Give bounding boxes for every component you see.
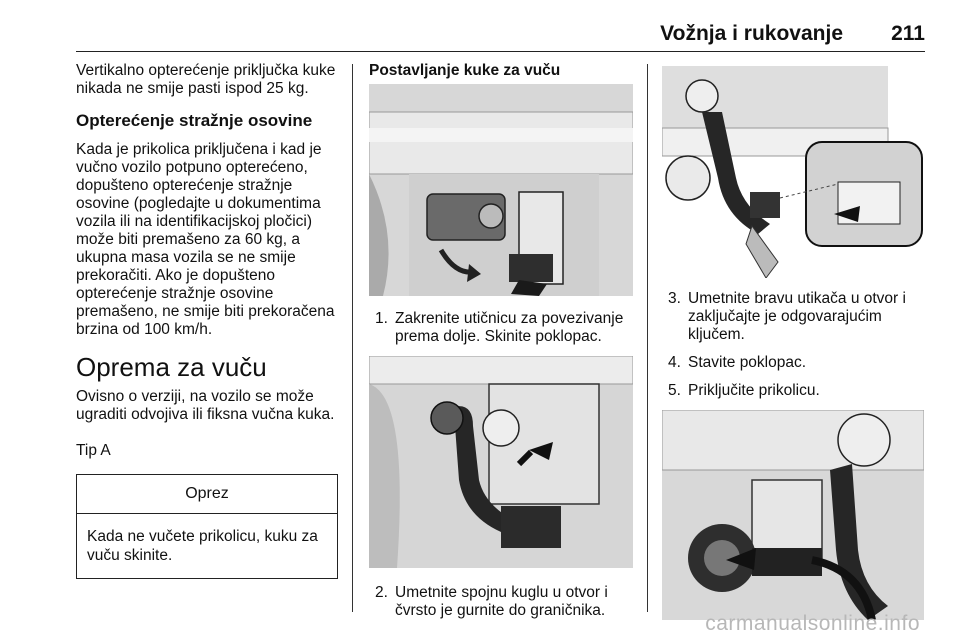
figure-connect-trailer-illustration <box>662 410 924 620</box>
axle-paragraph: Kada je prikolica priključena i kad je vučno vozilo potpuno opterećeno, dopušteno opterećenje stražnje osovine (pogledajte u dokumentima vozila ili na identifikacijskoj pločici) može biti premašeno za 60 kg, a ukupna masa vozila se ne smije prekoračiti. Ako je dopušteno opterećenje stražnje osovine premašeno, ne smije biti prekoračena brzina od 100 km/h. <box>76 141 335 338</box>
page-number: 211 <box>891 22 925 45</box>
watermark: carmanualsonline.info <box>705 612 920 635</box>
step-number: 1. <box>375 310 388 327</box>
step-text: Priključite prikolicu. <box>688 382 820 399</box>
step-text: Zakrenite utičnicu za povezivanje prema dolje. Skinite poklopac. <box>395 310 624 345</box>
step-number: 5. <box>668 382 681 399</box>
page-header <box>76 0 925 52</box>
step-number: 3. <box>668 290 681 307</box>
step-item <box>662 354 926 372</box>
step-item <box>369 584 635 620</box>
step-text: Stavite poklopac. <box>688 354 807 371</box>
figure-lock-illustration <box>662 66 924 278</box>
figure-ball-insert-illustration <box>369 356 633 568</box>
step-text: Umetnite bravu utikača u otvor i zaključajte je odgovarajućim ključem. <box>688 290 906 343</box>
header-title: Vožnja i rukovanje <box>660 22 843 45</box>
column-divider <box>352 64 353 612</box>
column-middle <box>369 62 635 630</box>
figure-socket-illustration <box>369 84 633 296</box>
section-paragraph: Ovisno o verziji, na vozilo se može ugraditi odvojiva ili fiksna vučna kuka. <box>76 388 335 423</box>
column-right <box>662 62 926 620</box>
column-left <box>76 62 348 579</box>
axle-heading: Opterećenje stražnje osovine <box>76 111 313 130</box>
intro-paragraph: Vertikalno opterećenje priključka kuke nikada ne smije pasti ispod 25 kg. <box>76 62 336 97</box>
caution-box <box>76 474 338 579</box>
type-label: Tip A <box>76 442 111 459</box>
step-item <box>662 290 926 344</box>
step-number: 2. <box>375 584 388 601</box>
step-item <box>662 382 926 400</box>
install-heading: Postavljanje kuke za vuču <box>369 62 561 79</box>
caution-title: Oprez <box>77 475 337 514</box>
step-item <box>369 310 635 346</box>
caution-text: Kada ne vučete prikolicu, kuku za vuču skinite. <box>87 528 318 564</box>
section-heading: Oprema za vuču <box>76 352 267 382</box>
column-divider <box>647 64 648 612</box>
step-number: 4. <box>668 354 681 371</box>
step-text: Umetnite spojnu kuglu u otvor i čvrsto je gurnite do graničnika. <box>395 584 608 619</box>
